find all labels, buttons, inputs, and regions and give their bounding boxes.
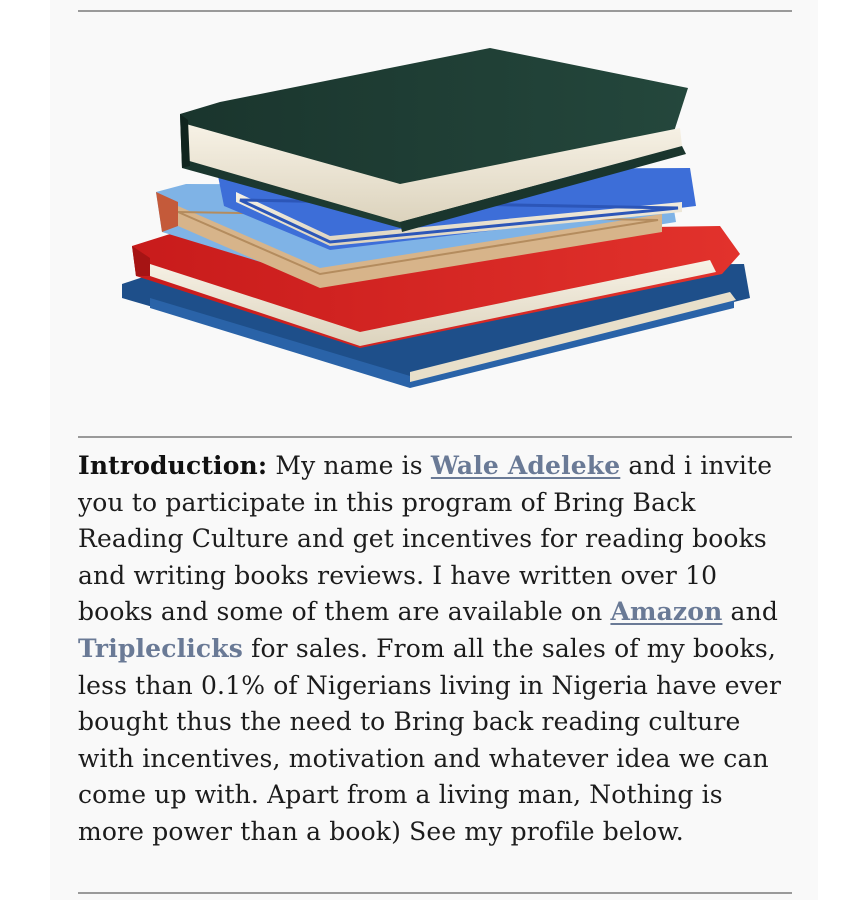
intro-text-2: and i invite you to participate in this program of Bring Back Reading Culture and get incentives for reading books and writing books reviews. I have written over 10 books and some of them are available on	[78, 451, 773, 627]
intro-text-4: for sales. From all the sales of my books, less than 0.1% of Nigerians living in Nigeria have ever bought thus the need to Bring back reading culture with incentives, motivation and whatever idea we can come up with. Apart from a living man, Nothing is more power than a book) See my profile below.	[78, 633, 782, 846]
tripleclicks-link[interactable]: Tripleclicks	[78, 633, 243, 663]
top-divider	[78, 10, 792, 12]
amazon-link[interactable]: Amazon	[610, 597, 723, 627]
author-link[interactable]: Wale Adeleke	[430, 451, 621, 480]
intro-text-3: and	[722, 597, 778, 627]
bottom-divider	[78, 892, 792, 894]
books-stack-image	[110, 36, 760, 416]
intro-text-1: My name is	[267, 451, 431, 480]
introduction-heading: Introduction:	[78, 451, 268, 480]
introduction-paragraph	[78, 448, 792, 851]
image-divider	[78, 436, 792, 438]
